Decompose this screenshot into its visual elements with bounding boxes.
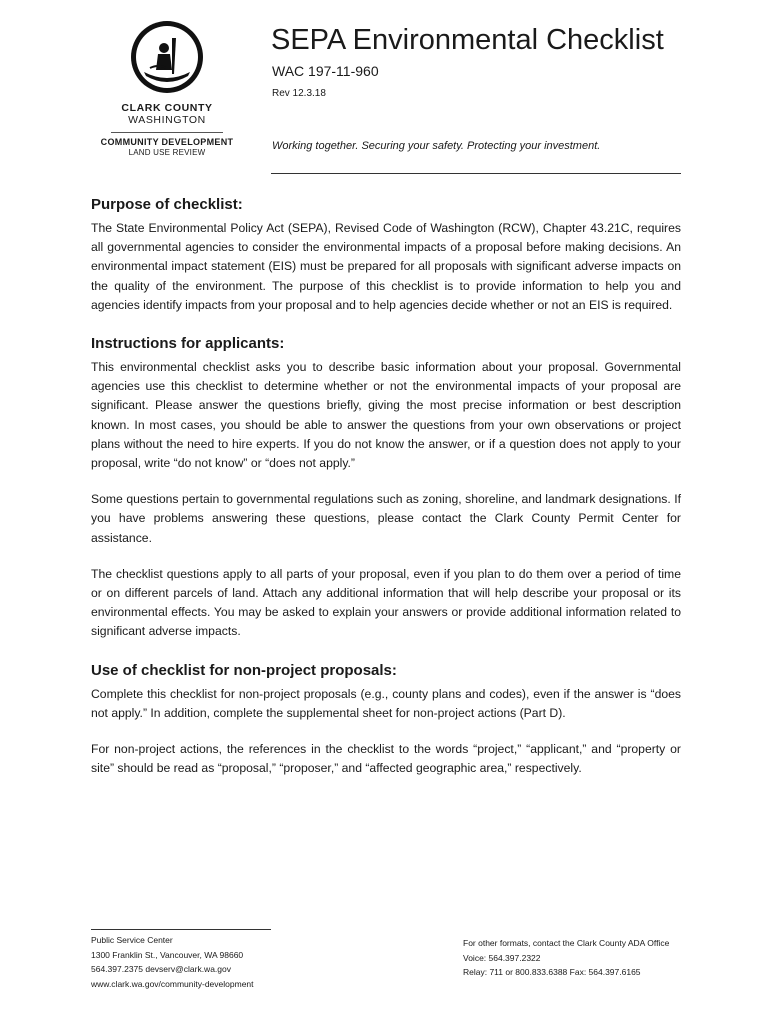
- page-content: [91, 195, 681, 778]
- county-seal-icon: [128, 18, 206, 96]
- org-division: LAND USE REVIEW: [128, 148, 206, 157]
- footer-line: Public Service Center: [91, 935, 173, 945]
- footer-website: www.clark.wa.gov/community-development: [91, 978, 254, 989]
- footer-voice: Voice: 564.397.2322: [463, 952, 541, 963]
- section-nonproject: [91, 661, 681, 779]
- header-divider: [271, 173, 681, 174]
- section-purpose: [91, 195, 681, 315]
- org-state: WASHINGTON: [128, 114, 206, 126]
- page-header: [0, 0, 770, 180]
- section-instructions: [91, 334, 681, 642]
- paragraph: The checklist questions apply to all parts of your proposal, even if you plan to do them over a period of time or on different parcels of land. Attach any additional information that will help describe your proposal or its environmental effects. You may be asked to explain your answers or provide additional information related to significant adverse impacts.: [91, 566, 681, 639]
- footer-phone-email: 564.397.2375 devserv@clark.wa.gov: [91, 964, 231, 974]
- document-wac: WAC 197-11-960: [272, 63, 379, 79]
- footer-relay-fax: Relay: 711 or 800.833.6388 Fax: 564.397.6165: [463, 967, 641, 977]
- county-logo: [92, 18, 242, 158]
- paragraph: The State Environmental Policy Act (SEPA), Revised Code of Washington (RCW), Chapter 43.21C, requires all governmental agencies to consider the environmental impacts of a proposal before making decisions. An environmental impact statement (EIS) must be prepared for all proposals with significant adverse impacts on the quality of the environment. The purpose of this checklist is to provide information to help you and agencies identify impacts from your proposal and to help agencies decide whether or not an EIS is required.: [91, 221, 681, 312]
- document-revision: Rev 12.3.18: [272, 88, 326, 99]
- paragraph: For non-project actions, the references in the checklist to the words “project,” “applicant,” and “property or site” should be read as “proposal,” “proposer,” and “affected geographic area,” respectively.: [91, 742, 681, 776]
- paragraph: This environmental checklist asks you to describe basic information about your proposal. Governmental agencies use this checklist to determine whether or not the environmental impacts of your proposal are significant. Please answer the questions briefly, giving the most precise information or best description known. In most cases, you should be able to answer the questions from your own observations or project plans without the need to hire experts. If you do not know the answer, or if a question does not apply to your proposal, write “do not know” or “does not apply.”: [91, 360, 681, 471]
- document-title: SEPA Environmental Checklist: [271, 24, 664, 56]
- footer-ada: [463, 936, 669, 980]
- footer-line: For other formats, contact the Clark County ADA Office: [463, 938, 670, 948]
- footer-address: 1300 Franklin St., Vancouver, WA 98660: [91, 949, 244, 960]
- document-tagline: Working together. Securing your safety. Protecting your investment.: [272, 140, 601, 152]
- logo-divider: [111, 132, 223, 133]
- paragraph: Complete this checklist for non-project proposals (e.g., county plans and codes), even if the answer is “does not apply.” In addition, complete the supplemental sheet for non-project actions (Part D).: [91, 686, 681, 720]
- footer-contact: [91, 933, 254, 991]
- org-department: COMMUNITY DEVELOPMENT: [100, 137, 234, 147]
- section-title: Use of checklist for non-project proposals:: [91, 661, 397, 679]
- footer-divider: [91, 929, 271, 930]
- section-title: Purpose of checklist:: [91, 196, 243, 213]
- paragraph: Some questions pertain to governmental regulations such as zoning, shoreline, and landmark designations. If you have problems answering these questions, please contact the Clark County Permit Center for assistance.: [91, 492, 681, 545]
- org-name: CLARK COUNTY: [121, 102, 213, 114]
- section-title: Instructions for applicants:: [91, 335, 285, 353]
